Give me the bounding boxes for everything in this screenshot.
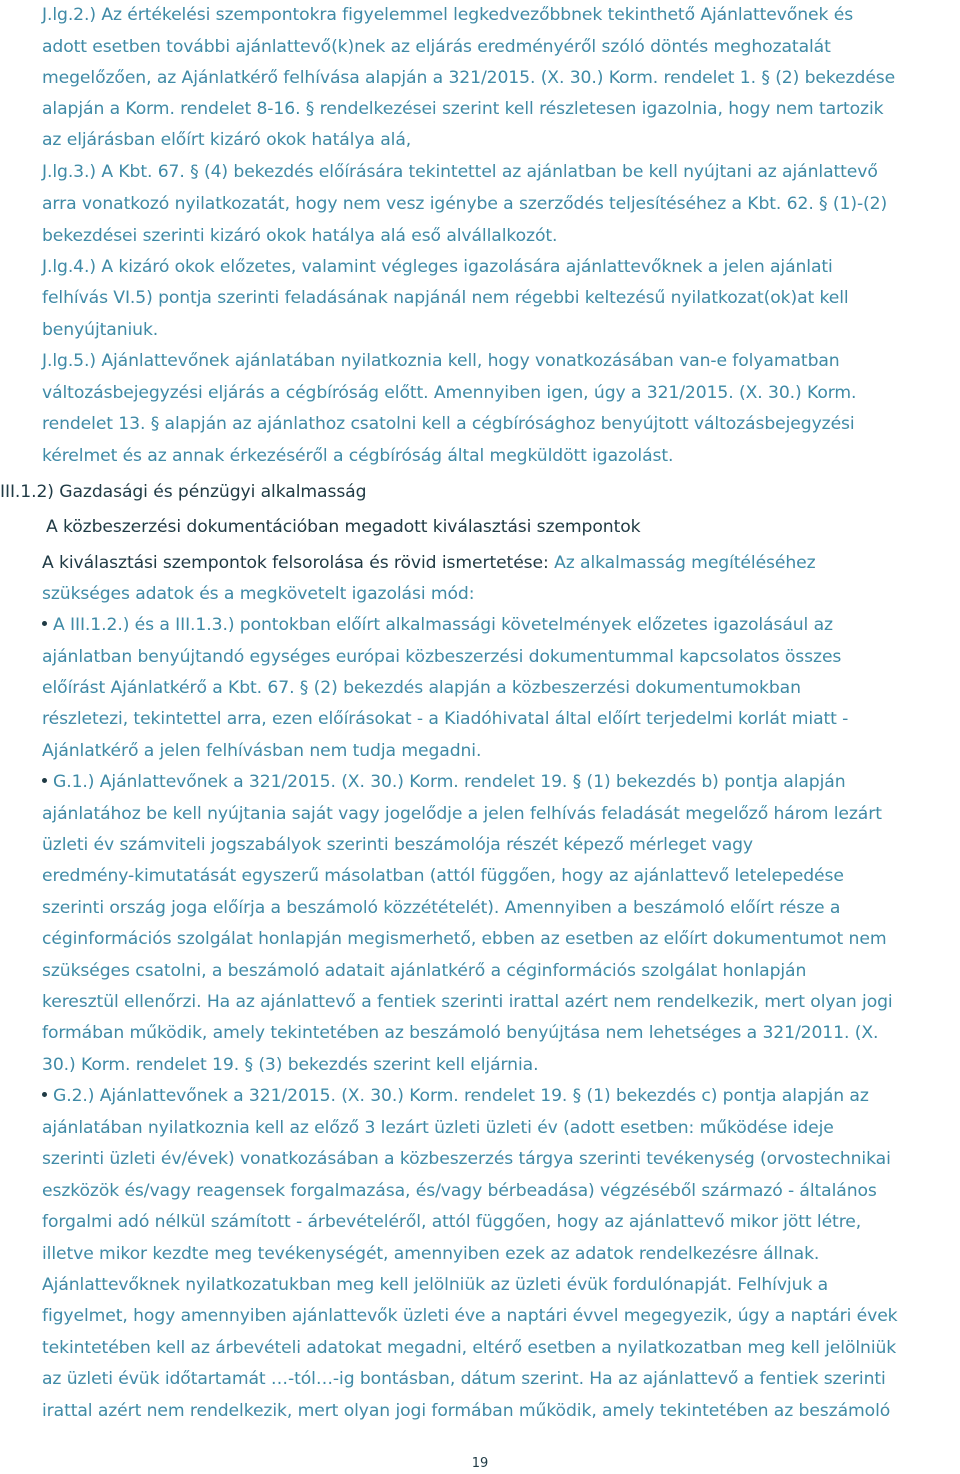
text-line: 30.) Korm. rendelet 19. § (3) bekezdés szerint kell eljárnia. bbox=[42, 1055, 539, 1075]
text-line: céginformációs szolgálat honlapján megismerhető, ebben az esetben az előírt dokumentumot nem bbox=[42, 929, 887, 949]
text-line: illetve mikor kezdte meg tevékenységét, amennyiben ezek az adatok rendelkezésre állnak. bbox=[42, 1244, 820, 1264]
bullet-text: G.2.) Ajánlattevőnek a 321/2015. (X. 30.) Korm. rendelet 19. § (1) bekezdés c) pontja alapján az bbox=[53, 1086, 869, 1106]
text-line: J.lg.4.) A kizáró okok előzetes, valamint végleges igazolására ajánlattevőknek a jelen ajánlati bbox=[42, 257, 833, 277]
criteria-intro: Az alkalmasság megítéléséhez bbox=[554, 553, 816, 573]
bullet-icon bbox=[42, 621, 47, 626]
text-line: változásbejegyzési eljárás a cégbíróság előtt. Amennyiben igen, úgy a 321/2015. (X. 30.) Korm. bbox=[42, 383, 857, 403]
text-line: előírást Ajánlatkérő a Kbt. 67. § (2) bekezdés alapján a közbeszerzési dokumentumokban bbox=[42, 678, 801, 698]
text-line: megelőzően, az Ajánlatkérő felhívása alapján a 321/2015. (X. 30.) Korm. rendelet 1. § (2) bekezdése bbox=[42, 68, 896, 88]
text-line: szerinti ország joga előírja a beszámoló közzétételét). Amennyiben a beszámoló előírt része a bbox=[42, 898, 841, 918]
text-line: J.lg.5.) Ajánlattevőnek ajánlatában nyilatkoznia kell, hogy vonatkozásában van-e folyamatban bbox=[42, 351, 840, 371]
bullet-line bbox=[42, 614, 833, 636]
text-line: figyelmet, hogy amennyiben ajánlattevők üzleti éve a naptári évvel megegyezik, úgy a naptári évek bbox=[42, 1306, 898, 1326]
text-line: bekezdései szerinti kizáró okok hatálya alá eső alvállalkozót. bbox=[42, 226, 558, 246]
text-line: szerinti üzleti év/évek) vonatkozásában a közbeszerzés tárgya szerinti tevékenység (orvostechnikai bbox=[42, 1149, 891, 1169]
criteria-label-line bbox=[42, 552, 816, 574]
text-line: alapján a Korm. rendelet 8-16. § rendelkezései szerint kell részletesen igazolnia, hogy nem tartozik bbox=[42, 99, 884, 119]
bullet-line bbox=[42, 771, 846, 793]
criteria-label: A kiválasztási szempontok felsorolása és rövid ismertetése: bbox=[42, 553, 549, 573]
bullet-line bbox=[42, 1085, 869, 1107]
bullet-text: G.1.) Ajánlattevőnek a 321/2015. (X. 30.) Korm. rendelet 19. § (1) bekezdés b) pontja alapján bbox=[53, 772, 846, 792]
text-line: ajánlatához be kell nyújtania saját vagy jogelődje a jelen felhívás feladását megelőző három lezárt bbox=[42, 804, 882, 824]
text-line: irattal azért nem rendelkezik, mert olyan jogi formában működik, amely tekintetében az beszámoló bbox=[42, 1401, 891, 1421]
text-line: Ajánlattevőknek nyilatkozatukban meg kell jelölniük az üzleti évük fordulónapját. Felhívjuk a bbox=[42, 1275, 829, 1295]
text-line: J.lg.3.) A Kbt. 67. § (4) bekezdés előírására tekintettel az ajánlatban be kell nyújtani az ajánlattevő bbox=[42, 162, 878, 182]
text-line: részletezi, tekintettel arra, ezen előírásokat - a Kiadóhivatal által előírt terjedelmi korlát miatt - bbox=[42, 709, 849, 729]
text-line: eszközök és/vagy reagensek forgalmazása, és/vagy bérbeadása) végzéséből származó - általános bbox=[42, 1181, 877, 1201]
text-line: forgalmi adó nélkül számított - árbevételéről, attól függően, hogy az ajánlattevő mikor jött létre, bbox=[42, 1212, 862, 1232]
text-line: ajánlatában nyilatkoznia kell az előző 3 lezárt üzleti üzleti év (adott esetben: működése ideje bbox=[42, 1118, 834, 1138]
text-line: rendelet 13. § alapján az ajánlathoz csatolni kell a cégbírósághoz benyújtott változásbejegyzési bbox=[42, 414, 855, 434]
page-number: 19 bbox=[471, 1456, 489, 1471]
bullet-text: A III.1.2.) és a III.1.3.) pontokban előírt alkalmassági követelmények előzetes igazolásául az bbox=[53, 615, 833, 635]
text-line: szükséges csatolni, a beszámoló adatait ajánlatkérő a céginformációs szolgálat honlapján bbox=[42, 961, 807, 981]
text-line: ajánlatban benyújtandó egységes európai közbeszerzési dokumentummal kapcsolatos összes bbox=[42, 647, 842, 667]
bullet-icon bbox=[42, 778, 47, 783]
text-line: üzleti év számviteli jogszabályok szerinti beszámolója részét képező mérleget vagy bbox=[42, 835, 754, 855]
text-line: tekintetében kell az árbevételi adatokat megadni, eltérő esetben a nyilatkozatban meg kell jelölniük bbox=[42, 1338, 897, 1358]
section-heading: III.1.2) Gazdasági és pénzügyi alkalmasság bbox=[0, 482, 367, 502]
text-line: benyújtaniuk. bbox=[42, 320, 159, 340]
text-line: eredmény-kimutatását egyszerű másolatban (attól függően, hogy az ajánlattevő letelepedése bbox=[42, 866, 844, 886]
text-line: az üzleti évük időtartamát …-tól…-ig bontásban, dátum szerint. Ha az ajánlattevő a fentiek szerinti bbox=[42, 1369, 886, 1389]
text-line: arra vonatkozó nyilatkozatát, hogy nem vesz igénybe a szerződés teljesítéséhez a Kbt. 62. § (1)-(2) bbox=[42, 194, 888, 214]
text-line: formában működik, amely tekintetében az beszámoló benyújtása nem lehetséges a 321/2011. (X. bbox=[42, 1023, 879, 1043]
text-line: keresztül ellenőrzi. Ha az ajánlattevő a fentiek szerinti irattal azért nem rendelkezik, mert olyan jogi bbox=[42, 992, 893, 1012]
text-line: Ajánlatkérő a jelen felhívásban nem tudja megadni. bbox=[42, 741, 482, 761]
text-line: kérelmet és az annak érkezéséről a cégbíróság által megküldött igazolást. bbox=[42, 446, 674, 466]
bullet-icon bbox=[42, 1092, 47, 1097]
text-line: J.lg.2.) Az értékelési szempontokra figyelemmel legkedvezőbbnek tekinthető Ajánlattevőnek és bbox=[42, 5, 854, 25]
text-line: felhívás VI.5) pontja szerinti feladásának napjánál nem régebbi keltezésű nyilatkozat(ok)at kell bbox=[42, 288, 849, 308]
text-line: szükséges adatok és a megkövetelt igazolási mód: bbox=[42, 584, 475, 604]
text-line: adott esetben további ajánlattevő(k)nek az eljárás eredményéről szóló döntés meghozatalát bbox=[42, 37, 831, 57]
text-line: az eljárásban előírt kizáró okok hatálya alá, bbox=[42, 130, 412, 150]
subsection-heading: A közbeszerzési dokumentációban megadott kiválasztási szempontok bbox=[46, 517, 641, 537]
